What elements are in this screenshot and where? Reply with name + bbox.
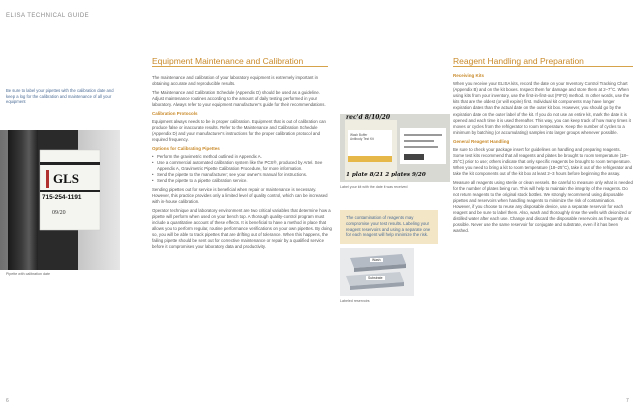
general-handling-heading: General Reagent Handling	[453, 138, 510, 144]
general-paragraph: Measure all reagents using sterile or clean vessels. Be careful to measure only what is needed for the number of plates being run. This will help to maintain the integrity of the reagents. Do not return reagents to the original stock bottles. We strongly recommend using disposable pipettes and reservoirs when handling reagents to minimize the risk of contamination. However, if you choose to reuse any disposable device, use a separate reservoir for each reagent and be sure to label them. Also, wash and thoroughly rinse the wells with deionized or distilled water after each use. Change and discard the disposable reservoirs as frequently as possible. Never use the same reservoir for conjugate and substrate, even if it has been washed.	[453, 179, 633, 234]
pipette-brand-label: GLS	[53, 171, 80, 186]
general-paragraph: Be sure to check your package insert for guidelines on handling and preparing reagents. Some test kits recommend that all reagents and plates be brought to room temperature (18–25°C) prior to use; others indicate that only specific reagents be brought to room temperature. When you need to bring a kit to room temperature (18–25°C), take it out of the refrigerator and take the kit components out of the kit box at least 2–3 hours before beginning the assay.	[453, 146, 633, 176]
sidebar-note: Be sure to label your pipettes with the calibration date and keep a log for the calibration and maintenance of all your equipment	[6, 88, 114, 105]
contamination-callout: The contamination of reagents may compromise your test results. Labeling your reagent reservoirs and using a separate one for each reagent will help minimize the risk.	[340, 210, 438, 244]
kit-opened-handwriting: 1 plate 8/21 2 plates 9/20	[346, 172, 426, 178]
calibration-protocols-heading: Calibration Protocols	[152, 110, 198, 116]
kit-received-handwriting: rec'd 8/10/20	[346, 114, 391, 121]
protocols-paragraph: Equipment always needs to be in proper calibration. Equipment that is out of calibration can produce false or inaccurate results. Refer to the Maintenance and Calibration Schedule (Appendix D) and your manufacturer's instructions for the proper calibration protocol and required frequency.	[152, 118, 326, 143]
reservoir-photo-caption: Labeled reservoirs	[340, 299, 370, 303]
closing-paragraph: Operator technique and laboratory environment are two critical variables that determine how a pipette will perform when used on your bench top. A thorough quality-control program must include a quantitative account of these effects. It is beneficial to have a method in place that allows you to perform regular, routine performance verifications on your own pipettes. By doing so, you will be able to track pipettes that are drifting out of tolerance. When this happens, the failing pipette should be sent out for corrective maintenance or repair by a qualified service before it compromises your laboratory data and productivity.	[152, 207, 332, 250]
section-divider-left	[152, 66, 328, 67]
closing-paragraph: Sending pipettes out for service is beneficial when repair or maintenance is necessary. However, this practice provides only a limited level of quality control, which can be increased with in-house calibration.	[152, 186, 328, 205]
kit-box-text: Wash Buffer Antibody Test Kit	[350, 133, 374, 141]
section-title-equipment: Equipment Maintenance and Calibration	[152, 56, 304, 66]
calibration-options-list	[152, 154, 332, 184]
intro-paragraph: The Maintenance and Calibration Schedule (Appendix D) should be used as a guideline. Adjust maintenance routines according to the amount of daily testing performed in your laboratory. Always refer to your equipment manufacturer's guide for their recommendations.	[152, 89, 326, 107]
equipment-body	[152, 75, 332, 253]
page-number-right: 7	[626, 398, 629, 404]
pipette-date-label: 09/20	[52, 210, 66, 216]
list-item: • Perform the gravimetric method outlined in Appendix A.	[152, 154, 332, 160]
reservoir-label-substrate: Substrate	[368, 276, 383, 280]
reservoir-illustration	[340, 248, 414, 296]
reservoir-label-wash: Wash	[372, 258, 381, 262]
reagent-body	[453, 72, 633, 237]
kit-photo	[340, 114, 450, 182]
page-number-left: 6	[6, 398, 9, 404]
reservoir-photo	[340, 248, 414, 296]
list-item: • Send the pipette to the manufacturer; see your owner's manual for instructions.	[152, 172, 332, 178]
intro-paragraph: The maintenance and calibration of your laboratory equipment is extremely important in obtaining accurate and reproducible results.	[152, 75, 318, 87]
list-item: • Send the pipette to a pipette calibration service.	[152, 178, 332, 184]
list-item: • Use a commercial automated calibration system like the PCS®, produced by Artel. See Appendix A, Gravimetric Pipette Calibration Procedure, for more information.	[152, 160, 332, 172]
kit-photo-caption: Label your kit with the date it was received	[340, 185, 408, 189]
pipette-serial-label: 715-254-1191	[42, 194, 82, 201]
section-divider-right	[453, 66, 633, 67]
receiving-kits-heading: Receiving Kits	[453, 73, 485, 78]
pipette-photo-caption: Pipette with calibration date	[6, 272, 50, 276]
calibration-options-heading: Options for Calibrating Pipettes	[152, 145, 220, 151]
section-title-reagent: Reagent Handling and Preparation	[453, 56, 584, 66]
pipette-photo	[0, 130, 120, 270]
receiving-paragraph: When you receive your ELISA kits, record the date on your Inventory Control Tracking Chart (Appendix B) and on the kit boxes. Inspect them for damage and store them at 2–7°C. When using kits from your inventory, use the first-in-first-out (FIFO) method. In other words, use the kits that are the oldest (or will expire) first. Individual kit components may have longer expiration dates than the actual date on the outer kit box. However, you should go by the expiration date on the outer label of the kit. If you do not use an entire kit, mark the date it is opened and each time it is used thereafter. This way, you can keep track of how many times it moves or cycles from the refrigerator to room temperature. Keep the number of cycles to a minimum by batching (or accumulating) samples into larger groups whenever possible.	[453, 81, 631, 135]
guide-header-label: ELISA TECHNICAL GUIDE	[6, 13, 90, 19]
